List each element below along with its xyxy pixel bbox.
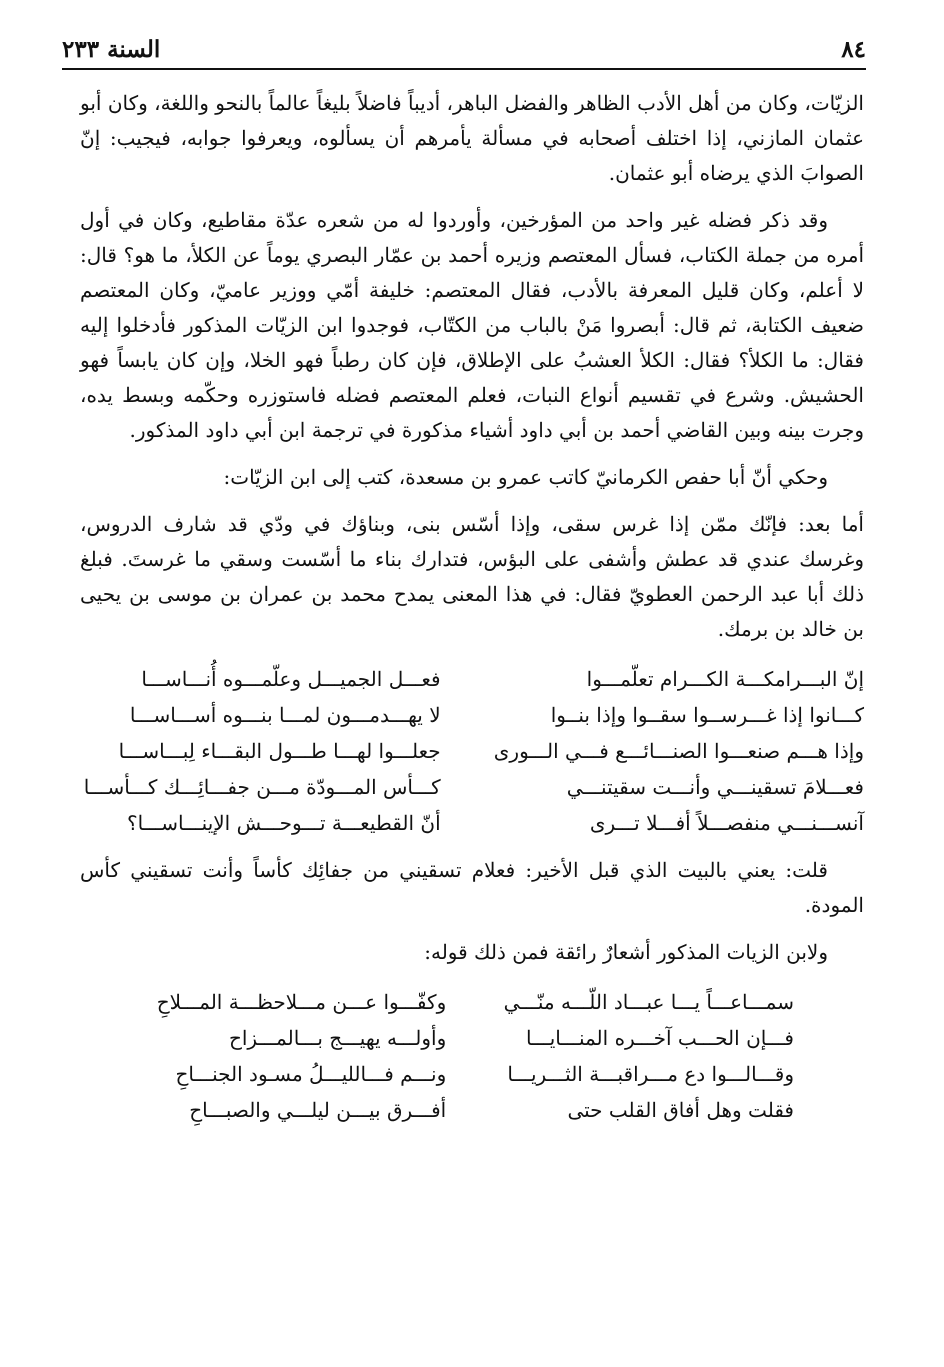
poem-2-intro: ولابن الزيات المذكور أشعارٌ رائقة فمن ذلك قوله: [424, 940, 828, 964]
verse-second-hemistich: فعـــل الجميـــل وعلّمـــوه أُنـــاســـا [141, 667, 441, 691]
verse-second-hemistich: وكفّـــوا عـــن مـــلاحظـــة المـــلاحِ [156, 990, 447, 1014]
paragraph-3: وحكي أنّ أبا حفص الكرمانيّ كاتب عمرو بن مسعدة، كتب إلى ابن الزيّات: [223, 465, 828, 489]
poem-verse [80, 805, 864, 841]
paragraph-4: أما بعد: فإنّك ممّن إذا غرس سقى، وإذا أسّس بنى، وبناؤك في ودّي قد شارف الدروس، وغرسك عندي قد عطش وأشفى على البؤس، فتدارك بناء ما أسّست وسقي ما غرستَ. فبلغ ذلك أبا عبد الرحمن العطويّ فقال: في هذا المعنى يمدح محمد بن عمران بن موسى بن يحيى بن خالد بن برمك. [80, 512, 864, 641]
verse-second-hemistich: وأولـــه يهيـــج بـــالمـــزاح [228, 1026, 447, 1050]
poem-verse [80, 697, 864, 733]
poem-1 [80, 661, 864, 841]
verse-first-hemistich: فعـــلامَ تسقينـــي وأنـــت سقيتنـــي [566, 775, 864, 799]
page-body [80, 86, 864, 1128]
poem-verse [150, 984, 794, 1020]
verse-second-hemistich: أنّ القطيعـــة تـــوحـــش الإينـــاســـا؟ [126, 811, 441, 835]
verse-second-hemistich: كـــأس المـــودّة مـــن جفـــائِـــك كـــأســـا [83, 775, 441, 799]
page-number: ٨٤ [841, 35, 866, 63]
poem-verse [80, 733, 864, 769]
note-paragraph: قلت: يعني بالبيت الذي قبل الأخير: فعلام تسقيني من جفائِك كأساً وأنت تسقيني كأس المودة. [80, 858, 864, 917]
poem-verse [80, 661, 864, 697]
paragraph-1: الزيّات، وكان من أهل الأدب الظاهر والفضل الباهر، أديباً فاضلاً بليغاً عالماً بالنحو واللغة، وكان أبو عثمان المازني، إذا اختلف أصحابه في مسألة يأمرهم أن يسألوه، ويعرفوا جوابه، فيجيب: إنّ الصوابَ الذي يرضاه أبو عثمان. [80, 91, 865, 185]
verse-second-hemistich: لا يهـــدمـــون لمـــا بنـــوه أســـاســـا [129, 703, 441, 727]
poem-verse [150, 1092, 794, 1128]
verse-first-hemistich: وقـــالـــوا دع مـــراقبـــة الثـــريـــا [507, 1062, 794, 1086]
verse-first-hemistich: فـــإن الحـــب آخـــره المنـــايـــا [526, 1026, 794, 1050]
verse-first-hemistich: إنّ البـــرامكـــة الكـــرام تعلّمـــوا [586, 667, 864, 691]
verse-first-hemistich: سمـــاعـــاً يـــا عبـــاد اللّـــه منّـــي [503, 990, 794, 1014]
poem-verse [80, 769, 864, 805]
verse-first-hemistich: آنســـنـــي منفصـــلاً أفـــلا تـــرى [589, 811, 864, 835]
page-header [62, 30, 866, 70]
verse-first-hemistich: كـــانوا إذا غـــرســوا سقــوا وإذا بنــوا [550, 703, 864, 727]
poem-2 [150, 984, 794, 1128]
poem-verse [150, 1056, 794, 1092]
running-head-year: السنة ٢٣٣ [62, 35, 161, 63]
verse-second-hemistich: ونـــم فـــالليـــلُ مسـود الجنـــاحِ [175, 1062, 447, 1086]
verse-first-hemistich: وإذا هـــم صنعـــوا الصنـــائـــع فـــي الـــورى [493, 739, 864, 763]
verse-second-hemistich: أفـــرق بيـــن ليلـــي والصبـــاحِ [189, 1098, 447, 1122]
paragraph-2: وقد ذكر فضله غير واحد من المؤرخين، وأوردوا له من شعره عدّة مقاطيع، وكان في أول أمره من جملة الكتاب، فسأل المعتصم وزيره أحمد بن عمّار البصري يوماً عن الكلأ، ما هو؟ قال: لا أعلم، وكان قليل المعرفة بالأدب، فقال المعتصم: خليفة أمّي ووزير عاميّ، وكان المعتصم ضعيف الكتابة، ثم قال: أبصروا مَنْ بالباب من الكتّاب، فوجدوا ابن الزيّات المذكور فأدخلوا إليه فقال: ما الكلأ؟ فقال: الكلأ العشبُ على الإطلاق، فإن كان رطباً فهو الخلا، وإن كان يابساً فهو الحشيش. وشرع في تقسيم أنواع النبات، فعلم المعتصم فضله فاستوزره وحكّمه وبسط يده، وجرت بينه وبين القاضي أحمد بن أبي داود أشياء مذكورة في ترجمة ابن أبي داود المذكور. [80, 208, 864, 442]
poem-verse [150, 1020, 794, 1056]
verse-second-hemistich: جعلـــوا لهـــا طـــول البقـــاء لِبـــاســـا [118, 739, 441, 763]
verse-first-hemistich: فقلت وهل أفاق القلب حتى [567, 1098, 794, 1122]
